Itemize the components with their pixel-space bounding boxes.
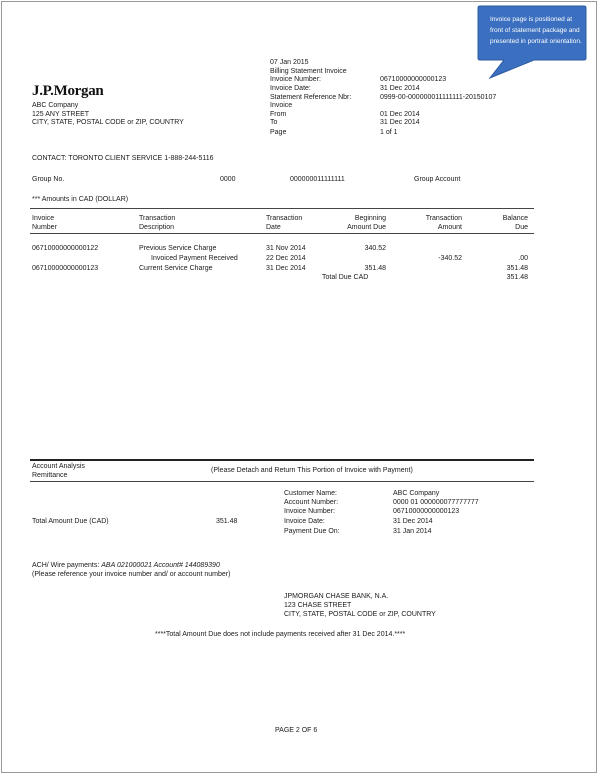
detach-note: (Please Detach and Return This Portion of Invoice with Payment) — [211, 467, 413, 474]
remit-total-label: Total Amount Due (CAD) — [32, 518, 109, 525]
col-header-description-1: Transaction — [139, 215, 176, 222]
remittance-header-rule — [30, 481, 534, 482]
header-value-invoice-date: 31 Dec 2014 — [380, 85, 420, 92]
page-frame — [1, 1, 597, 773]
row-2-amount: -340.52 — [438, 255, 462, 262]
document-type: Billing Statement Invoice — [270, 68, 347, 75]
col-header-date-2: Date — [266, 224, 281, 231]
row-2-balance: .00 — [518, 255, 528, 262]
amounts-note: *** Amounts in CAD (DOLLAR) — [32, 196, 129, 203]
page-number: PAGE 2 OF 6 — [275, 727, 318, 734]
remittance-top-rule — [30, 459, 534, 461]
group-account-number: 000000011111111 — [290, 176, 345, 183]
statement-date: 07 Jan 2015 — [270, 59, 309, 66]
row-1-invoice: 06710000000000122 — [32, 245, 99, 252]
col-header-invoice-2: Number — [32, 224, 57, 231]
col-header-date-1: Transaction — [266, 215, 303, 222]
total-due-label: Total Due CAD — [322, 274, 369, 281]
col-header-balance-1: Balance — [502, 215, 528, 222]
callout-text: Invoice page is positioned at front of statement package and presented in portrait orientation. — [490, 16, 582, 45]
contact-line: CONTACT: TORONTO CLIENT SERVICE 1-888-244-5116 — [32, 155, 214, 162]
group-number: 0000 — [220, 176, 236, 183]
row-1-beginning: 340.52 — [364, 245, 386, 252]
remit-label-invoice-number: Invoice Number: — [284, 508, 335, 515]
remit-value-customer-name: ABC Company — [393, 490, 440, 497]
header-label-page: Page — [270, 129, 287, 136]
customer-street: 125 ANY STREET — [32, 111, 90, 118]
row-2-description: Invoiced Payment Received — [151, 255, 238, 262]
header-label-statement-ref: Statement Reference Nbr: — [270, 94, 352, 101]
remit-label-invoice-date: Invoice Date: — [284, 518, 325, 525]
remittance-title-1: Account Analysis — [32, 463, 85, 470]
header-label-from: From — [270, 111, 287, 118]
group-account-label: Group Account — [414, 176, 461, 183]
header-label-invoice-date: Invoice Date: — [270, 85, 311, 92]
bank-city: CITY, STATE, POSTAL CODE or ZIP, COUNTRY — [284, 611, 436, 618]
row-3-description: Current Service Charge — [139, 265, 213, 272]
remit-value-invoice-number: 06710000000000123 — [393, 508, 460, 515]
ach-label: ACH/ Wire payments: — [32, 562, 100, 569]
header-value-from: 01 Dec 2014 — [380, 111, 420, 118]
bank-name: JPMORGAN CHASE BANK, N.A. — [284, 593, 389, 600]
row-1-description: Previous Service Charge — [139, 245, 217, 252]
col-header-amount-2: Amount — [437, 224, 462, 231]
table-header-rule — [30, 233, 534, 234]
col-header-beginning-1: Beginning — [354, 215, 386, 222]
remittance-title-2: Remittance — [32, 472, 68, 479]
payment-cutoff-footnote: ****Total Amount Due does not include payments received after 31 Dec 2014.**** — [155, 631, 406, 638]
col-header-amount-1: Transaction — [425, 215, 462, 222]
remit-label-payment-due: Payment Due On: — [284, 528, 340, 535]
row-1-date: 31 Nov 2014 — [266, 245, 306, 252]
total-due-value: 351.48 — [506, 274, 528, 281]
header-label-to: To — [270, 119, 278, 126]
remit-value-payment-due: 31 Jan 2014 — [393, 528, 432, 535]
col-header-beginning-2: Amount Due — [347, 224, 386, 231]
remit-total-value: 351.48 — [216, 518, 238, 525]
header-label-invoice-number: Invoice Number: — [270, 76, 321, 83]
table-top-rule — [30, 208, 534, 209]
remit-value-invoice-date: 31 Dec 2014 — [393, 518, 433, 525]
row-3-beginning: 351.48 — [364, 265, 386, 272]
remit-label-account-number: Account Number: — [284, 499, 339, 506]
row-2-date: 22 Dec 2014 — [266, 255, 306, 262]
customer-company: ABC Company — [32, 102, 79, 109]
col-header-balance-2: Due — [515, 224, 528, 231]
remit-label-customer-name: Customer Name: — [284, 490, 337, 497]
col-header-invoice-1: Invoice — [32, 215, 55, 222]
ach-detail: ABA 021000021 Account# 144089390 — [101, 562, 220, 569]
header-value-statement-ref: 0999-00-000000011111111-20150107 — [380, 94, 497, 101]
header-value-to: 31 Dec 2014 — [380, 119, 420, 126]
col-header-description-2: Description — [139, 224, 175, 231]
header-value-invoice-number: 06710000000000123 — [380, 76, 447, 83]
row-3-balance: 351.48 — [506, 265, 528, 272]
row-3-invoice: 06710000000000123 — [32, 265, 99, 272]
header-label-invoice: Invoice — [270, 102, 293, 109]
ach-line — [32, 561, 220, 570]
bank-street: 123 CHASE STREET — [284, 602, 352, 609]
remit-value-account-number: 0000 01 000000077777777 — [393, 499, 479, 506]
jpmorgan-logo: J.P.Morgan — [32, 83, 104, 99]
group-label: Group No. — [32, 176, 65, 183]
header-value-page: 1 of 1 — [380, 129, 398, 136]
row-3-date: 31 Dec 2014 — [266, 265, 306, 272]
customer-city: CITY, STATE, POSTAL CODE or ZIP, COUNTRY — [32, 119, 184, 126]
reference-note: (Please reference your invoice number and/ or account number) — [32, 571, 231, 578]
